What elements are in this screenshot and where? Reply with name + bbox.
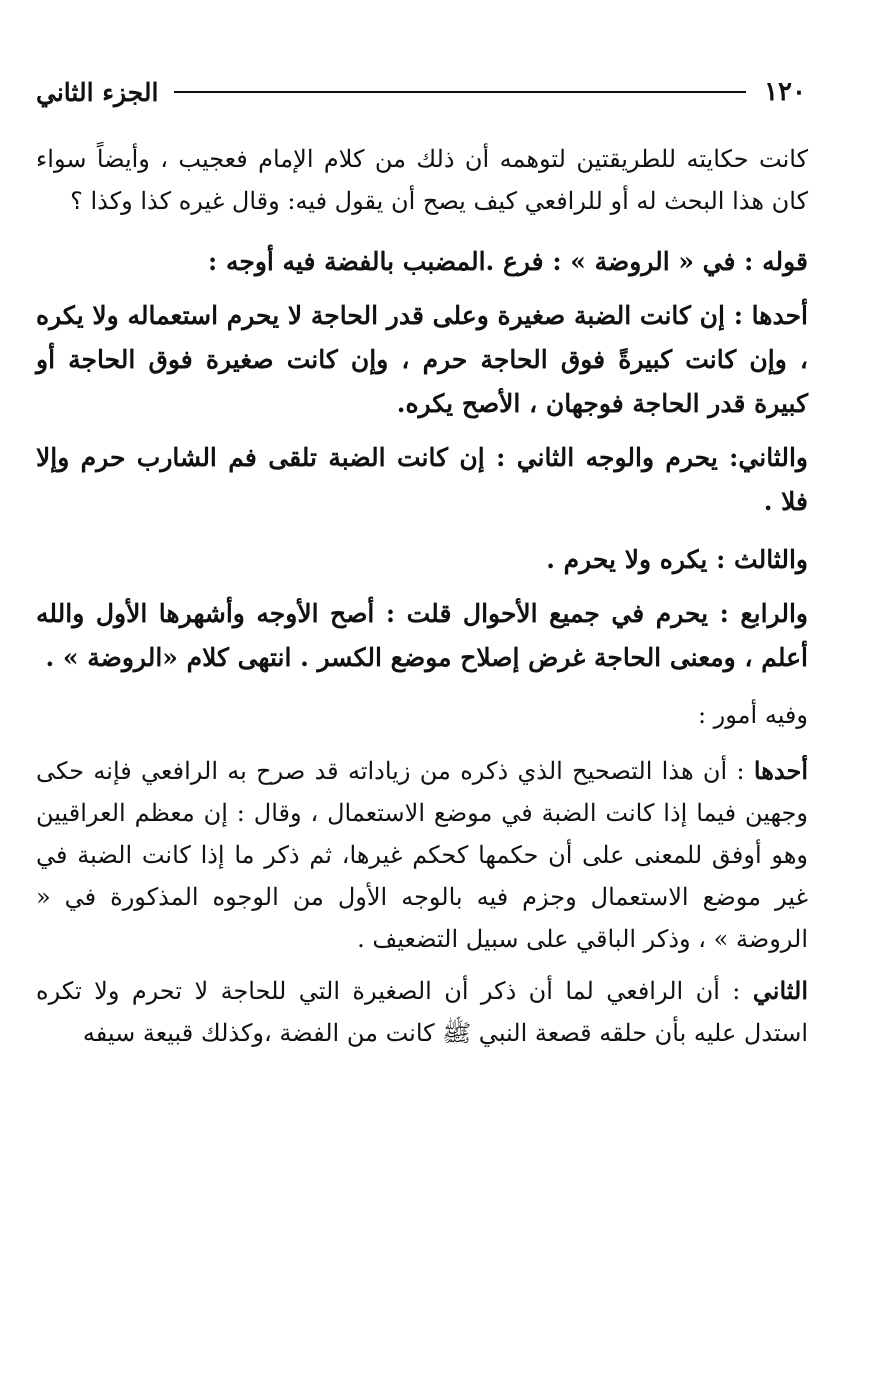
paragraph-text: وفيه أمور : xyxy=(697,701,808,729)
page-number: ١٢٠ xyxy=(764,77,806,107)
page-body xyxy=(36,138,808,1054)
paragraph-text: والثالث : يكره ولا يحرم . xyxy=(546,545,808,574)
paragraph-text: والثاني: يحرم والوجه الثاني : إن كانت الضبة تلقى فم الشارب حرم وإلا فلا . xyxy=(36,443,808,516)
paragraph-matters-intro xyxy=(36,694,808,736)
paragraph-intro xyxy=(36,138,808,222)
paragraph-text: أحدها : إن كانت الضبة صغيرة وعلى قدر الحاجة لا يحرم استعماله ولا يكره ، وإن كانت كبيرةً فوق الحاجة حرم ، وإن كانت صغيرة فوق الحاجة أو كبيرة قدر الحاجة فوجهان ، الأصح يكره. xyxy=(36,301,808,418)
paragraph-first-view xyxy=(36,294,808,426)
header-rule xyxy=(174,91,746,93)
paragraph-second-view xyxy=(36,436,808,524)
running-header xyxy=(36,72,806,112)
paragraph-text: كانت حكايته للطريقتين لتوهمه أن ذلك من كلام الإمام فعجيب ، وأيضاً سواء كان هذا البحث له أو للرافعي كيف يصح أن يقول فيه: وقال غيره كذا وكذا ؟ xyxy=(36,145,808,215)
paragraph-text: قوله : في « الروضة » : فرع .المضبب بالفضة فيه أوجه : xyxy=(208,247,808,276)
paragraph-lead-word: أحدها xyxy=(753,756,808,785)
paragraph-text: والرابع : يحرم في جميع الأحوال قلت : أصح الأوجه وأشهرها الأول والله أعلم ، ومعنى الحاجة غرض إصلاح موضع الكسر . انتهى كلام «الروضة » . xyxy=(36,599,808,672)
paragraph-text: : أن هذا التصحيح الذي ذكره من زياداته قد صرح به الرافعي فإنه حكى وجهين فيما إذا كانت الضبة في موضع الاستعمال ، وقال : إن معظم العراقيين وهو أوفق للمعنى على أن حكمها كحكم غيرها، ثم ذكر ما إذا كانت الضبة في غير موضع الاستعمال وجزم فيه بالوجه الأول من الوجوه المذكورة في « الروضة » ، وذكر الباقي على سبيل التضعيف . xyxy=(36,757,808,953)
paragraph-fourth-view xyxy=(36,592,808,680)
paragraph-matter-two xyxy=(36,970,808,1054)
paragraph-lead-word: الثاني xyxy=(752,976,808,1005)
paragraph-quote-heading xyxy=(36,240,808,284)
paragraph-third-view xyxy=(36,538,808,582)
paragraph-text: : أن الرافعي لما أن ذكر أن الصغيرة التي للحاجة لا تحرم ولا تكره استدل عليه بأن حلقه قصعة النبي ﷺ كانت من الفضة ،وكذلك قبيعة سيفه xyxy=(36,977,808,1047)
paragraph-matter-one xyxy=(36,750,808,960)
part-title: الجزء الثاني xyxy=(36,77,159,107)
